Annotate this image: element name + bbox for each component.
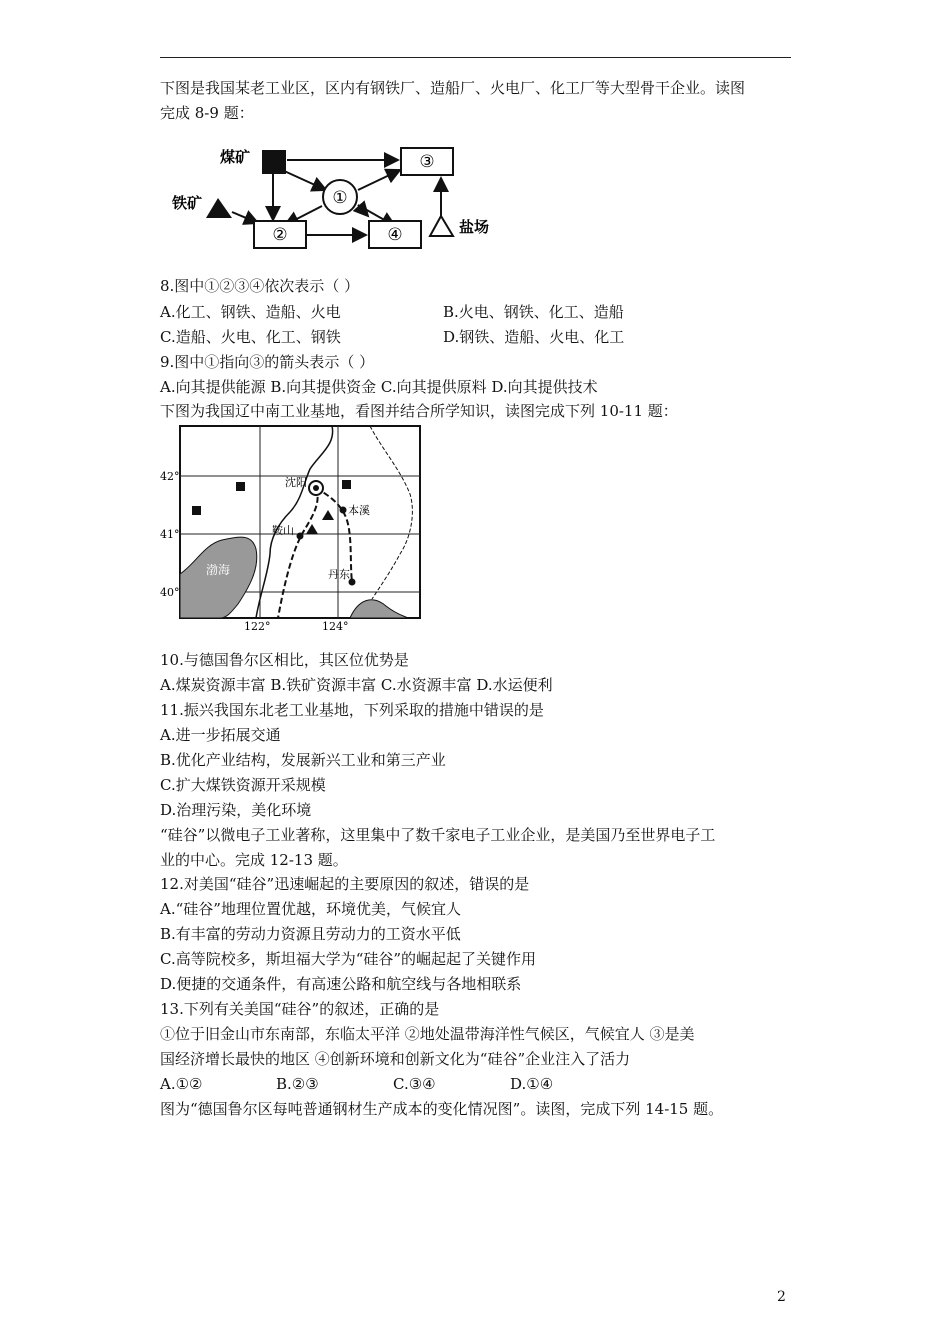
lat-label-41: 41° bbox=[160, 528, 180, 541]
q11-option-d: D.治理污染，美化环境 bbox=[160, 801, 312, 819]
node-3-label: ③ bbox=[419, 152, 435, 172]
coal-symbol bbox=[236, 482, 245, 491]
q8-option-a: A.化工、钢铁、造船、火电 bbox=[160, 303, 341, 321]
lon-label-124: 124° bbox=[322, 620, 349, 633]
shenyang-label: 沈阳 bbox=[285, 476, 307, 489]
q13-statement-line1: ①位于旧金山市东南部，东临太平洋 ②地处温带海洋性气候区，气候宜人 ③是美 bbox=[160, 1025, 695, 1043]
q10-options: A.煤炭资源丰富 B.铁矿资源丰富 C.水资源丰富 D.水运便利 bbox=[160, 676, 553, 694]
q13-statement-line2: 国经济增长最快的地区 ④创新环境和创新文化为“硅谷”企业注入了活力 bbox=[160, 1050, 631, 1068]
node-1-label: ① bbox=[332, 188, 348, 208]
intro-12-13-line2: 业的中心。完成 12-13 题。 bbox=[160, 851, 348, 869]
lon-label-122: 122° bbox=[244, 620, 271, 633]
iron-mine-icon bbox=[206, 198, 232, 218]
q13-option-d: D.①④ bbox=[510, 1075, 554, 1093]
liaozhongnan-map bbox=[160, 424, 422, 634]
q10-stem: 10.与德国鲁尔区相比，其区位优势是 bbox=[160, 651, 409, 669]
industry-flow-diagram bbox=[160, 140, 510, 255]
q12-stem: 12.对美国“硅谷”迅速崛起的主要原因的叙述，错误的是 bbox=[160, 875, 530, 893]
coal-mine-label: 煤矿 bbox=[220, 148, 251, 166]
q11-option-a: A.进一步拓展交通 bbox=[160, 726, 281, 744]
q11-option-b: B.优化产业结构，发展新兴工业和第三产业 bbox=[160, 751, 446, 769]
page-number: 2 bbox=[777, 1289, 786, 1305]
q9-options: A.向其提供能源 B.向其提供资金 C.向其提供原料 D.向其提供技术 bbox=[160, 378, 598, 396]
q11-stem: 11.振兴我国东北老工业基地，下列采取的措施中错误的是 bbox=[160, 701, 544, 719]
intro-10-11: 下图为我国辽中南工业基地，看图并结合所学知识，读图完成下列 10-11 题： bbox=[160, 402, 678, 420]
dandong-label: 丹东 bbox=[328, 568, 350, 581]
q8-option-d: D.钢铁、造船、火电、化工 bbox=[443, 328, 625, 346]
lat-label-40: 40° bbox=[160, 586, 180, 599]
benxi-city-icon bbox=[340, 507, 347, 514]
benxi-label: 本溪 bbox=[348, 504, 370, 517]
header-rule bbox=[160, 57, 791, 58]
bohai-label: 渤海 bbox=[206, 563, 231, 577]
salt-field-icon bbox=[430, 216, 453, 236]
anshan-label: 鞍山 bbox=[272, 524, 294, 537]
q8-option-c: C.造船、火电、化工、钢铁 bbox=[160, 328, 341, 346]
q12-option-b: B.有丰富的劳动力资源且劳动力的工资水平低 bbox=[160, 925, 461, 943]
q13-stem: 13.下列有关美国“硅谷”的叙述，正确的是 bbox=[160, 1000, 440, 1018]
intro-12-13-line1: “硅谷”以微电子工业著称，这里集中了数千家电子工业企业，是美国乃至世界电子工 bbox=[160, 826, 716, 844]
q9-stem: 9.图中①指向③的箭头表示（ ） bbox=[160, 353, 375, 371]
node-2-label: ② bbox=[272, 225, 288, 245]
q12-option-d: D.便捷的交通条件，有高速公路和航空线与各地相联系 bbox=[160, 975, 522, 993]
q12-option-a: A.“硅谷”地理位置优越，环境优美，气候宜人 bbox=[160, 900, 461, 918]
iron-mine-label: 铁矿 bbox=[172, 194, 203, 212]
q8-stem: 8.图中①②③④依次表示（ ） bbox=[160, 277, 360, 295]
q11-option-c: C.扩大煤铁资源开采规模 bbox=[160, 776, 326, 794]
intro-8-9-line1: 下图是我国某老工业区，区内有钢铁厂、造船厂、火电厂、化工厂等大型骨干企业。读图 bbox=[160, 79, 746, 97]
lat-label-42: 42° bbox=[160, 470, 180, 483]
q13-option-b: B.②③ bbox=[276, 1075, 319, 1093]
q12-option-c: C.高等院校多，斯坦福大学为“硅谷”的崛起起了关键作用 bbox=[160, 950, 537, 968]
coal-mine-icon bbox=[262, 150, 286, 174]
q8-option-b: B.火电、钢铁、化工、造船 bbox=[443, 303, 624, 321]
intro-14-15: 图为“德国鲁尔区每吨普通钢材生产成本的变化情况图”。读图，完成下列 14-15 题。 bbox=[160, 1100, 724, 1118]
coal-symbol bbox=[192, 506, 201, 515]
node-4-label: ④ bbox=[387, 225, 403, 245]
coal-symbol bbox=[342, 480, 351, 489]
intro-8-9-line2: 完成 8-9 题： bbox=[160, 104, 254, 122]
salt-field-label: 盐场 bbox=[459, 218, 490, 236]
anshan-city-icon bbox=[297, 533, 304, 540]
q13-option-a: A.①② bbox=[160, 1075, 203, 1093]
q13-option-c: C.③④ bbox=[393, 1075, 436, 1093]
